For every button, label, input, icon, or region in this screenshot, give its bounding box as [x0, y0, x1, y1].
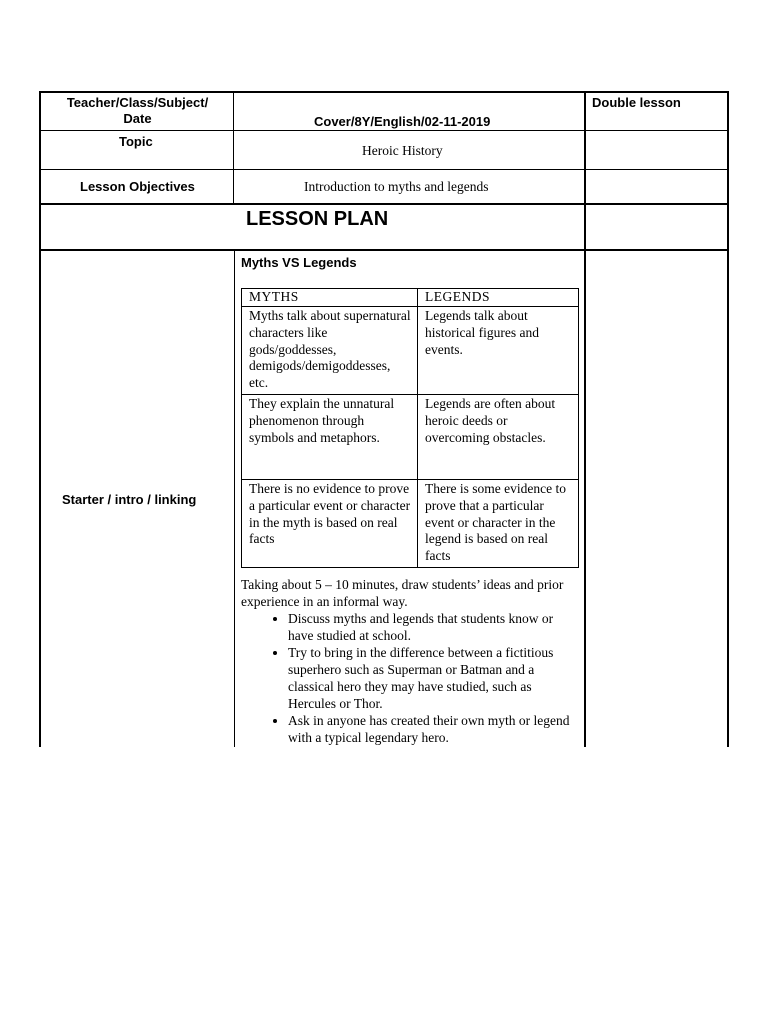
table-border-right: [727, 91, 729, 747]
column-divider-1: [233, 91, 234, 204]
table-border-left: [39, 91, 41, 747]
table-cell: There is no evidence to prove a particular event or character in the myth is based on real facts: [242, 479, 418, 567]
header-label: Teacher/Class/Subject/ Date: [66, 95, 209, 126]
header-value: Cover/8Y/English/02-11-2019: [314, 114, 491, 129]
list-item: • Discuss myths and legends that students know or have studied at school.: [288, 610, 581, 644]
lesson-plan-title: LESSON PLAN: [246, 208, 389, 230]
column-divider-2: [584, 91, 586, 747]
row-divider-topic: [39, 169, 729, 170]
column-header-legends: LEGENDS: [418, 289, 579, 307]
table-row: [242, 394, 579, 479]
table-cell: Legends talk about historical figures and events.: [418, 307, 579, 395]
column-header-myths: MYTHS: [242, 289, 418, 307]
list-item: • Ask in anyone has created their own myth or legend with a typical legendary hero.: [288, 712, 581, 746]
table-row: [242, 307, 579, 395]
row-divider-header: [39, 130, 729, 131]
starter-notes: [241, 576, 581, 746]
topic-label: Topic: [119, 134, 153, 149]
row-divider-lesson-plan: [39, 249, 729, 251]
table-cell: They explain the unnatural phenomenon through symbols and metaphors.: [242, 394, 418, 479]
myths-legends-table: [241, 288, 579, 568]
table-cell: Legends are often about heroic deeds or overcoming obstacles.: [418, 394, 579, 479]
table-header-row: [242, 289, 579, 307]
starter-label: Starter / intro / linking: [62, 492, 197, 507]
starter-intro: Taking about 5 – 10 minutes, draw students’ ideas and prior experience in an informal way.: [241, 577, 564, 609]
objectives-value: Introduction to myths and legends: [304, 179, 489, 194]
list-item: • Try to bring in the difference between a fictitious superhero such as Superman or Batman and a classical hero they may have studied, such as Hercules or Thor.: [288, 644, 581, 712]
topic-value: Heroic History: [362, 143, 443, 158]
table-row: [242, 479, 579, 567]
starter-bullet-list: [241, 610, 581, 746]
column-divider-1-lower: [234, 249, 235, 747]
table-cell: There is some evidence to prove that a particular event or character in the legend is based on real facts: [418, 479, 579, 567]
table-border-top: [39, 91, 729, 93]
objectives-label: Lesson Objectives: [80, 179, 195, 194]
starter-heading: Myths VS Legends: [241, 255, 357, 270]
table-cell: Myths talk about supernatural characters like gods/goddesses, demigods/demigoddesses, etc.: [242, 307, 418, 395]
row-divider-objectives: [39, 203, 729, 205]
header-note: Double lesson: [592, 95, 681, 110]
